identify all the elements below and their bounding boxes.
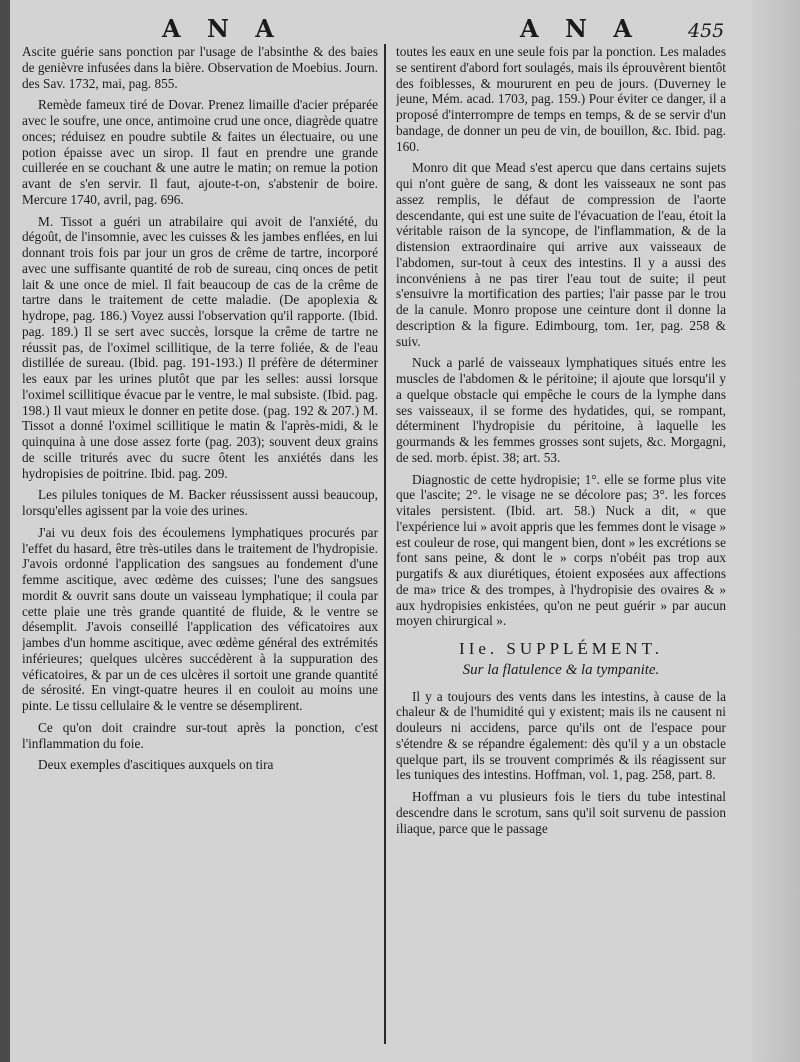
paragraph: Remède fameux tiré de Dovar. Prenez limaille d'acier préparée avec le soufre, une once, antimoine crud une once, diagrède quatre onces; réduisez en poudre subtile & faites un électuaire, ou une potion épaisse avec un sirop. Il faut en prendre une grande cuillerée en se couchant & une autre le matin; on remue la potion avant de s'en servir. Il faut, ajoute-t-on, s'abstenir de boire. Mercure 1740, avril, pag. 696. (22, 97, 378, 207)
right-column (396, 44, 726, 1044)
paragraph: M. Tissot a guéri un atrabilaire qui avoit de l'anxiété, du dégoût, de l'insomnie, avec les cuisses & les jambes enflées, en lui donnant trois fois par jour un gros de crême de tartre, incorporé avec une suffisante quantité de rob de sureau, cinq onces de petit lait & une once de miel. Il fait beaucoup de cas de la crême de tartre dans le traitement de cette maladie. (De apoplexia & hydrope, pag. 186.) Voyez aussi l'observation qu'il rapporte. (Ibid. pag. 189.) Il se sert avec succès, lorsque la crême de tartre ne réussit pas, de l'oximel scillitique, de la terre foliée, & de l'eau distillée de sureau. (Ibid. pag. 191-193.) Il préfère de déterminer les eaux par les urines plutôt que par les selles: aussi lorsque l'oximel scillitique évacue par le ventre, le mal subsiste. (Ibid. pag. 198.) Il vaut mieux le donner en petite dose. (pag. 192 & 207.) M. Tissot a donné l'oximel scillitique le matin & l'après-midi, & le quinquina à une dose assez forte (pag. 203); souvent deux grains de scille triturés avec du sucre ôtent les anxiétés dans les hydropisies de poitrine. Ibid. pag. 209. (22, 213, 378, 481)
paragraph: Ce qu'on doit craindre sur-tout après la ponction, c'est l'inflammation du foie. (22, 719, 378, 751)
paragraph: Les pilules toniques de M. Backer réussissent aussi beaucoup, lorsqu'elles agissent par la voie des urines. (22, 487, 378, 518)
paragraph: J'ai vu deux fois des écoulemens lymphatiques procurés par l'effet du hasard, être très-utiles dans le traitement de l'hydropisie. J'avois ordonné l'application des sangsues au fondement d'une femme ascitique, avec œdème des cuisses; l'une des sangsues mordit & ouvrit sans doute un vaisseau lymphatique; il coula par cette plaie une très grande quantité de fluide, & le ventre se désemplit. J'avois conseillé l'application des véficatoires aux jambes d'un homme ascitique, avec œdème général des extrémités inférieures; quelques ulcères succédèrent à la suppuration des véficatoires, & par un de ces ulcères il sortoit une grande quantité de sérosité. En vingt-quatre heures il en couloit au moins une pinte. Le tissu cellulaire & le ventre se désemplirent. (22, 524, 378, 713)
paragraph: Ascite guérie sans ponction par l'usage de l'absinthe & des baies de genièvre infusées dans la bière. Observation de Moebius. Journ. des Sav. 1732, mai, pag. 855. (22, 44, 378, 91)
paragraph: Deux exemples d'ascitiques auxquels on tira (38, 757, 274, 773)
paragraph: Monro dit que Mead s'est apercu que dans certains sujets qui n'ont guère de sang, & dont les vaisseaux ne sont pas assez remplis, le défaut de compression de l'aorte descendante, qui est une suite de l'évacuation de l'eau, étoit la véritable raison de la syncope, de l'inflammation, & de la distension extraordinaire qui arrive aux vaisseaux de l'abdomen, sur-tout à ceux des intestins. Il y a aussi des inconvéniens à ne pas tirer l'eau tout de suite; il peut s'ensuivre la mortification des parties; l'air passe par le trou de la canule. Monro propose une ceinture dont il donne la description & la figure. Edimbourg, tom. 1er, pag. 258 & suiv. (396, 160, 726, 349)
paragraph: toutes les eaux en une seule fois par la ponction. Les malades se sentirent d'abord fort soulagés, mais ils éprouvèrent bientôt des foiblesses, & moururent en peu de jours. (Duverney le jeune, Mém. acad. 1703, pag. 159.) Pour éviter ce danger, il a proposé d'interrompre de temps en temps, & de se servir d'un bandage, de donner un peu de vin, de bouillon, &c. Ibid. pag. 160. (396, 44, 726, 154)
section-title: IIe. SUPPLÉMENT. (459, 639, 663, 658)
paragraph: Diagnostic de cette hydropisie; 1°. elle se forme plus vite que l'ascite; 2°. le visage ne se décolore pas; 3°. les forces vitales persistent. (Ibid. art. 58.) Nuck a dit, « que l'expérience lui » avoit appris que les femmes dont le visage » est couleur de rose, qui mangent bien, dont » les excrétions se font sans peine, & dont le » corps n'obéit pas trop aux purgatifs & aux diurétiques, étoient exposées aux affections de ma» trice & des trompes, à l'hydropisie des ovaires & » aux hydropisies enkistées, qu'on ne peut guérir » par aucun moyen chirurgical ». (396, 471, 726, 629)
page-number: 455 (688, 20, 725, 42)
column-divider (384, 44, 386, 1044)
left-column (22, 44, 378, 1044)
running-head-left: A N A (162, 14, 283, 43)
page-edge (752, 0, 800, 1062)
paragraph: Nuck a parlé de vaisseaux lymphatiques situés entre les muscles de l'abdomen & le péritoine; il ajoute que lorsqu'il y a quelque obstacle qui empêche le cours de la lymphe dans ses vaisseaux, il se forme des hydatides, qui, se rompant, déterminent l'hydropisie du péritoine, à laquelle les gourmands & les femmes grosses sont sujets, &c. Morgagni, de sed. morb. épist. 38; art. 53. (396, 355, 726, 465)
section-subtitle: Sur la flatulence & la tympanite. (462, 661, 660, 678)
paragraph: Il y a toujours des vents dans les intestins, à cause de la chaleur & de l'humidité qui y existent; mais ils ne causent ni douleurs ni accidens, parce qu'ils ont de l'espace pour s'étendre & se répandre également: dès qu'il y a un obstacle quelque part, ils se trouvent comprimés & ils réagissent sur les tuniques des intestins. Hoffman, vol. 1, pag. 258, part. 8. (396, 688, 726, 783)
paragraph: Hoffman a vu plusieurs fois le tiers du tube intestinal descendre dans le scrotum, sans qu'il soit survenu de passion iliaque, parce que le passage (396, 789, 726, 836)
running-head-right: A N A (520, 14, 641, 43)
binding-shadow (0, 0, 10, 1062)
